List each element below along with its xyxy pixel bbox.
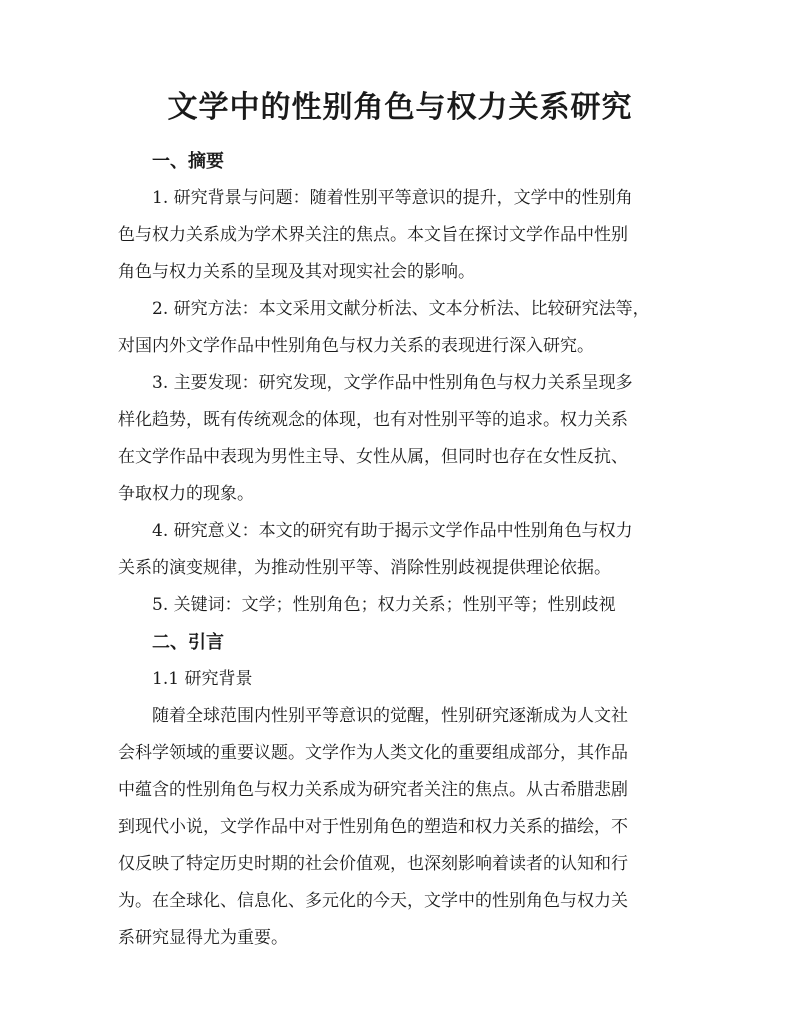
text-line: 随着全球范围内性别平等意识的觉醒，性别研究逐渐成为人文社 [152,706,628,726]
document-body [118,143,690,957]
text-line: 1. 研究背景与问题：随着性别平等意识的提升，文学中的性别角 [152,188,633,208]
text-line: 为。在全球化、信息化、多元化的今天，文学中的性别角色与权力关 [118,891,628,911]
paragraph-abstract-3 [118,365,690,513]
text-line: 3. 主要发现：研究发现，文学作品中性别角色与权力关系呈现多 [152,373,633,393]
section-heading-abstract: 一、摘要 [152,151,224,172]
section-heading-intro: 二、引言 [152,632,224,653]
text-line: 仅反映了特定历史时期的社会价值观，也深刻影响着读者的认知和行 [118,854,628,874]
text-line: 色与权力关系成为学术界关注的焦点。本文旨在探讨文学作品中性别 [118,225,628,245]
paragraph-abstract-2 [118,291,690,365]
text-line: 在文学作品中表现为男性主导、女性从属，但同时也存在女性反抗、 [118,447,628,467]
text-line: 会科学领域的重要议题。文学作为人类文化的重要组成部分，其作品 [118,743,628,763]
text-line: 中蕴含的性别角色与权力关系成为研究者关注的焦点。从古希腊悲剧 [118,780,628,800]
paragraph-intro-1 [118,698,690,957]
text-line: 争取权力的现象。 [118,484,254,504]
paragraph-abstract-1 [118,180,690,291]
paragraph-keywords [118,587,690,624]
document-title: 文学中的性别角色与权力关系研究 [167,90,633,125]
text-line: 角色与权力关系的呈现及其对现实社会的影响。 [118,262,475,282]
text-line: 关系的演变规律，为推动性别平等、消除性别歧视提供理论依据。 [118,558,611,578]
text-line: 4. 研究意义：本文的研究有助于揭示文学作品中性别角色与权力 [152,521,633,541]
text-line: 5. 关键词：文学；性别角色；权力关系；性别平等；性别歧视 [152,595,616,615]
text-line: 对国内外文学作品中性别角色与权力关系的表现进行深入研究。 [118,336,594,356]
text-line: 系研究显得尤为重要。 [118,928,288,948]
paragraph-abstract-4 [118,513,690,587]
subsection-heading-background: 1.1 研究背景 [152,669,253,689]
text-line: 样化趋势，既有传统观念的体现，也有对性别平等的追求。权力关系 [118,410,628,430]
text-line: 到现代小说，文学作品中对于性别角色的塑造和权力关系的描绘，不 [118,817,628,837]
text-line: 2. 研究方法：本文采用文献分析法、文本分析法、比较研究法等， [152,299,650,319]
